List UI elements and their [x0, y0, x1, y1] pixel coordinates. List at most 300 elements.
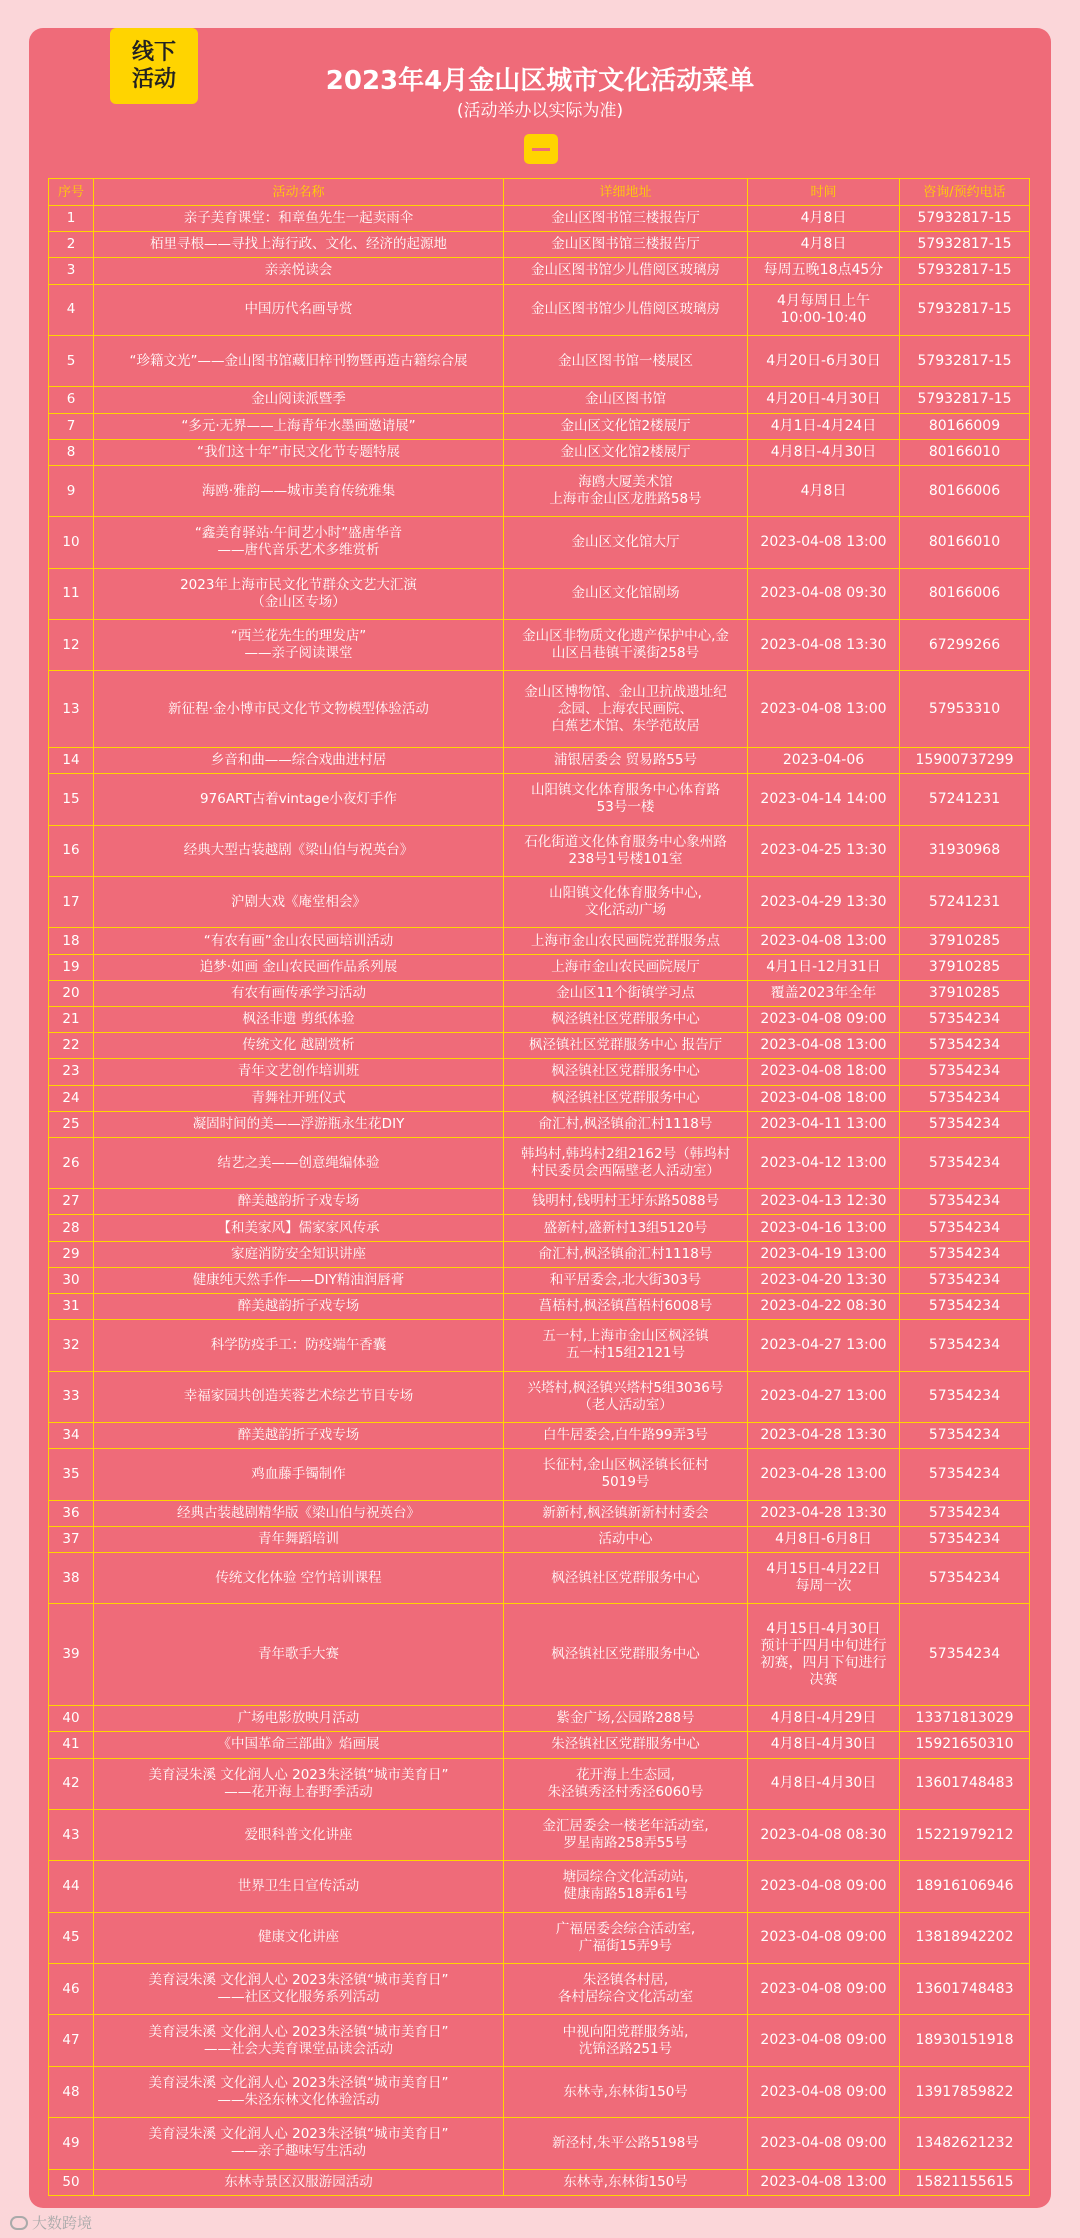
time-cell: 4月15日-4月22日 每周一次: [747, 1553, 899, 1603]
row-number-cell: 29: [62, 1245, 80, 1262]
time-cell: 2023-04-27 13:00: [747, 1372, 899, 1422]
table-row: [49, 1111, 1029, 1137]
address-cell: 浦银居委会 贸易路55号: [503, 748, 747, 773]
phone-cell: 57932817-15: [899, 387, 1029, 412]
phone-cell: 57354234: [899, 1268, 1029, 1293]
row-number-cell: 43: [62, 1826, 80, 1843]
activity-name-cell: 美育浸朱溪 文化润人心 2023朱泾镇“城市美育日” ——花开海上春野季活动: [93, 1759, 503, 1809]
time-cell: 4月8日-4月30日: [747, 440, 899, 465]
row-number-cell: 8: [66, 443, 76, 460]
activity-name-cell: 追梦·如画 金山农民画作品系列展: [93, 955, 503, 980]
time-cell: 2023-04-08 09:00: [747, 1913, 899, 1963]
phone-cell: 37910285: [899, 955, 1029, 980]
address-cell: 山阳镇文化体育服务中心, 文化活动广场: [503, 877, 747, 927]
address-cell: 东林寺,东林街150号: [503, 2067, 747, 2117]
row-number-cell: 48: [62, 2083, 80, 2100]
phone-cell: 31930968: [899, 826, 1029, 876]
table-row: [49, 876, 1029, 927]
address-cell: 金山区博物馆、金山卫抗战遗址纪 念园、上海农民画院、 白蕉艺术馆、朱学范故居: [503, 671, 747, 747]
address-cell: 东林寺,东林街150号: [503, 2170, 747, 2195]
address-cell: 五一村,上海市金山区枫泾镇 五一村15组2121号: [503, 1320, 747, 1370]
watermark: [10, 2212, 92, 2233]
table-row: [49, 670, 1029, 747]
time-cell: 2023-04-28 13:00: [747, 1449, 899, 1499]
row-number-cell: 49: [62, 2134, 80, 2151]
row-number-cell: 22: [62, 1037, 80, 1054]
time-cell: 4月8日: [747, 466, 899, 516]
time-cell: 2023-04-06: [747, 748, 899, 773]
row-number-cell: 7: [66, 417, 76, 434]
activity-name-cell: 美育浸朱溪 文化润人心 2023朱泾镇“城市美育日” ——社区文化服务系列活动: [93, 1964, 503, 2014]
time-cell: 2023-04-08 09:30: [747, 569, 899, 619]
time-cell: 2023-04-11 13:00: [747, 1112, 899, 1137]
table-header-row: [49, 179, 1029, 205]
time-cell: 4月1日-12月31日: [747, 955, 899, 980]
table-row: [49, 825, 1029, 876]
table-row: [49, 1085, 1029, 1111]
column-header: 详细地址: [503, 179, 747, 205]
time-cell: 2023-04-08 13:00: [747, 671, 899, 747]
row-number-cell: 18: [62, 932, 80, 949]
address-cell: 新泾村,朱平公路5198号: [503, 2118, 747, 2168]
row-number-cell: 23: [62, 1063, 80, 1080]
activity-name-cell: “鑫美育驿站·午间艺小时”盛唐华音 ——唐代音乐艺术多维赏析: [93, 517, 503, 567]
time-cell: 2023-04-28 13:30: [747, 1423, 899, 1448]
activity-name-cell: 传统文化 越剧赏析: [93, 1033, 503, 1058]
row-number-cell: 24: [62, 1089, 80, 1106]
activity-name-cell: 976ART古着vintage小夜灯手作: [93, 774, 503, 824]
column-header: 时间: [747, 179, 899, 205]
table-row: [49, 516, 1029, 567]
activity-name-cell: 栢里寻根——寻找上海行政、文化、经济的起源地: [93, 232, 503, 257]
phone-cell: 57354234: [899, 1527, 1029, 1552]
activity-name-cell: 金山阅读派暨季: [93, 387, 503, 412]
row-number-cell: 36: [62, 1504, 80, 1521]
row-number-cell: 40: [62, 1710, 80, 1727]
phone-cell: 57932817-15: [899, 285, 1029, 335]
phone-cell: 67299266: [899, 620, 1029, 670]
table-row: [49, 747, 1029, 773]
address-cell: 韩坞村,韩坞村2组2162号（韩坞村 村民委员会西隔壁老人活动室）: [503, 1138, 747, 1188]
row-number-cell: 35: [62, 1465, 80, 1482]
phone-cell: 15921650310: [899, 1732, 1029, 1757]
activity-name-cell: 科学防疫手工：防疫端午香囊: [93, 1320, 503, 1370]
phone-cell: 80166009: [899, 414, 1029, 439]
phone-cell: 15821155615: [899, 2170, 1029, 2195]
address-cell: 塘园综合文化活动站, 健康南路518弄61号: [503, 1861, 747, 1911]
phone-cell: 57354234: [899, 1215, 1029, 1240]
time-cell: 4月8日-4月30日: [747, 1759, 899, 1809]
address-cell: 金汇居委会一楼老年活动室, 罗星南路258弄55号: [503, 1810, 747, 1860]
address-cell: 金山区文化馆2楼展厅: [503, 414, 747, 439]
table-row: [49, 1603, 1029, 1705]
address-cell: 钱明村,钱明村王圩东路5088号: [503, 1189, 747, 1214]
phone-cell: 57354234: [899, 1604, 1029, 1705]
table-row: [49, 1809, 1029, 1860]
phone-cell: 57354234: [899, 1501, 1029, 1526]
activity-name-cell: 新征程·金小博市民文化节文物模型体验活动: [93, 671, 503, 747]
time-cell: 4月15日-4月30日 预计于四月中旬进行 初赛，四月下旬进行 决赛: [747, 1604, 899, 1705]
activity-name-cell: 凝固时间的美——浮游瓶永生花DIY: [93, 1112, 503, 1137]
table-row: [49, 1758, 1029, 1809]
row-number-cell: 46: [62, 1980, 80, 1997]
time-cell: 2023-04-08 13:00: [747, 517, 899, 567]
activity-name-cell: “有农有画”金山农民画培训活动: [93, 928, 503, 953]
phone-cell: 57354234: [899, 1112, 1029, 1137]
page-subtitle: (活动举办以实际为准): [456, 101, 624, 121]
row-number-cell: 45: [62, 1929, 80, 1946]
table-row: [49, 1448, 1029, 1499]
time-cell: 2023-04-08 18:00: [747, 1059, 899, 1084]
table-row: [49, 1552, 1029, 1603]
column-header: 咨询/预约电话: [899, 179, 1029, 205]
address-cell: 和平居委会,北大街303号: [503, 1268, 747, 1293]
table-row: [49, 2014, 1029, 2065]
row-number-cell: 21: [62, 1011, 80, 1028]
activity-name-cell: “珍籍文光”——金山图书馆藏旧梓刊物暨再造古籍综合展: [93, 336, 503, 386]
address-cell: 金山区图书馆三楼报告厅: [503, 206, 747, 231]
row-number-cell: 50: [62, 2173, 80, 2190]
table-row: [49, 1500, 1029, 1526]
activity-name-cell: 美育浸朱溪 文化润人心 2023朱泾镇“城市美育日” ——朱泾东林文化体验活动: [93, 2067, 503, 2117]
phone-cell: 80166010: [899, 440, 1029, 465]
activity-name-cell: 海鸥·雅韵——城市美育传统雅集: [93, 466, 503, 516]
activity-name-cell: 青年舞蹈培训: [93, 1527, 503, 1552]
table-row: [49, 1137, 1029, 1188]
row-number-cell: 31: [62, 1298, 80, 1315]
activity-name-cell: 美育浸朱溪 文化润人心 2023朱泾镇“城市美育日” ——社会大美育课堂品读会活动: [93, 2015, 503, 2065]
row-number-cell: 19: [62, 958, 80, 975]
table-row: [49, 927, 1029, 953]
row-number-cell: 33: [62, 1388, 80, 1405]
phone-cell: 57354234: [899, 1449, 1029, 1499]
phone-cell: 57241231: [899, 774, 1029, 824]
time-cell: 2023-04-28 13:30: [747, 1501, 899, 1526]
row-number-cell: 44: [62, 1877, 80, 1894]
activity-name-cell: 东林寺景区汉服游园活动: [93, 2170, 503, 2195]
time-cell: 覆盖2023年全年: [747, 981, 899, 1006]
time-cell: 4月1日-4月24日: [747, 414, 899, 439]
address-cell: 兴塔村,枫泾镇兴塔村5组3036号 （老人活动室）: [503, 1372, 747, 1422]
address-cell: 朱泾镇社区党群服务中心: [503, 1732, 747, 1757]
row-number-cell: 47: [62, 2032, 80, 2049]
address-cell: 花开海上生态园, 朱泾镇秀泾村秀泾6060号: [503, 1759, 747, 1809]
row-number-cell: 37: [62, 1530, 80, 1547]
table-row: [49, 439, 1029, 465]
row-number-cell: 26: [62, 1154, 80, 1171]
phone-cell: 57354234: [899, 1242, 1029, 1267]
phone-cell: 13601748483: [899, 1759, 1029, 1809]
activity-name-cell: 青年歌手大赛: [93, 1604, 503, 1705]
phone-cell: 57953310: [899, 671, 1029, 747]
phone-cell: 37910285: [899, 928, 1029, 953]
time-cell: 2023-04-08 09:00: [747, 2118, 899, 2168]
time-cell: 2023-04-08 09:00: [747, 2067, 899, 2117]
phone-cell: 57354234: [899, 1033, 1029, 1058]
time-cell: 2023-04-08 09:00: [747, 1007, 899, 1032]
row-number-cell: 32: [62, 1336, 80, 1353]
table-row: [49, 1214, 1029, 1240]
time-cell: 2023-04-08 13:30: [747, 620, 899, 670]
row-number-cell: 4: [66, 301, 76, 318]
phone-cell: 18930151918: [899, 2015, 1029, 2065]
table-row: [49, 386, 1029, 412]
time-cell: 2023-04-19 13:00: [747, 1242, 899, 1267]
table-row: [49, 284, 1029, 335]
activity-name-cell: “西兰花先生的理发店” ——亲子阅读课堂: [93, 620, 503, 670]
time-cell: 4月20日-4月30日: [747, 387, 899, 412]
address-cell: 金山区文化馆剧场: [503, 569, 747, 619]
address-cell: 金山区文化馆2楼展厅: [503, 440, 747, 465]
row-number-cell: 20: [62, 984, 80, 1001]
table-row: [49, 1731, 1029, 1757]
time-cell: 2023-04-13 12:30: [747, 1189, 899, 1214]
watermark-logo-icon: [10, 2216, 28, 2230]
activity-name-cell: 醉美越韵折子戏专场: [93, 1423, 503, 1448]
time-cell: 4月8日: [747, 232, 899, 257]
address-cell: 盛新村,盛新村13组5120号: [503, 1215, 747, 1240]
page-title: 2023年4月金山区城市文化活动菜单: [325, 66, 755, 96]
phone-cell: 57354234: [899, 1423, 1029, 1448]
row-number-cell: 28: [62, 1219, 80, 1236]
row-number-cell: 16: [62, 842, 80, 859]
table-row: [49, 1912, 1029, 1963]
address-cell: 活动中心: [503, 1527, 747, 1552]
activity-name-cell: 传统文化体验 空竹培训课程: [93, 1553, 503, 1603]
phone-cell: 37910285: [899, 981, 1029, 1006]
phone-cell: 80166006: [899, 466, 1029, 516]
activity-name-cell: 乡音和曲——综合戏曲进村居: [93, 748, 503, 773]
phone-cell: 57354234: [899, 1294, 1029, 1319]
phone-cell: 13371813029: [899, 1706, 1029, 1731]
phone-cell: 80166010: [899, 517, 1029, 567]
activity-name-cell: 广场电影放映月活动: [93, 1706, 503, 1731]
address-cell: 金山区图书馆三楼报告厅: [503, 232, 747, 257]
activity-name-cell: “我们这十年”市民文化节专题特展: [93, 440, 503, 465]
address-cell: 广福居委会综合活动室, 广福街15弄9号: [503, 1913, 747, 1963]
row-number-cell: 15: [62, 790, 80, 807]
table-row: [49, 1371, 1029, 1422]
address-cell: 菖梧村,枫泾镇菖梧村6008号: [503, 1294, 747, 1319]
table-row: [49, 619, 1029, 670]
activity-name-cell: 家庭消防安全知识讲座: [93, 1242, 503, 1267]
activity-name-cell: 健康文化讲座: [93, 1913, 503, 1963]
phone-cell: 15221979212: [899, 1810, 1029, 1860]
column-header: 序号: [57, 184, 84, 200]
phone-cell: 57932817-15: [899, 206, 1029, 231]
activity-name-cell: 有农有画传承学习活动: [93, 981, 503, 1006]
address-cell: 中视向阳党群服务站, 沈锦泾路251号: [503, 2015, 747, 2065]
phone-cell: 57354234: [899, 1372, 1029, 1422]
table-row: [49, 1006, 1029, 1032]
address-cell: 俞汇村,枫泾镇俞汇村1118号: [503, 1112, 747, 1137]
time-cell: 2023-04-16 13:00: [747, 1215, 899, 1240]
phone-cell: 13917859822: [899, 2067, 1029, 2117]
table-row: [49, 1705, 1029, 1731]
activity-name-cell: 健康纯天然手作——DIY精油润唇膏: [93, 1268, 503, 1293]
activity-name-cell: 世界卫生日宣传活动: [93, 1861, 503, 1911]
address-cell: 俞汇村,枫泾镇俞汇村1118号: [503, 1242, 747, 1267]
address-cell: 朱泾镇各村居, 各村居综合文化活动室: [503, 1964, 747, 2014]
table-row: [49, 980, 1029, 1006]
address-cell: 山阳镇文化体育服务中心体育路 53号一楼: [503, 774, 747, 824]
time-cell: 2023-04-14 14:00: [747, 774, 899, 824]
row-number-cell: 39: [62, 1646, 80, 1663]
row-number-cell: 17: [62, 893, 80, 910]
row-number-cell: 1: [66, 210, 76, 227]
time-cell: 2023-04-08 09:00: [747, 2015, 899, 2065]
time-cell: 2023-04-08 18:00: [747, 1086, 899, 1111]
table-row: [49, 231, 1029, 257]
table-row: [49, 2169, 1029, 2195]
table-row: [49, 773, 1029, 824]
activity-name-cell: 《中国革命三部曲》焰画展: [93, 1732, 503, 1757]
phone-cell: 57354234: [899, 1189, 1029, 1214]
time-cell: 2023-04-08 13:00: [747, 1033, 899, 1058]
phone-cell: 57354234: [899, 1553, 1029, 1603]
table-row: [49, 1188, 1029, 1214]
activity-name-cell: 枫泾非遗 剪纸体验: [93, 1007, 503, 1032]
address-cell: 枫泾镇社区党群服务中心: [503, 1007, 747, 1032]
row-number-cell: 3: [66, 262, 76, 279]
column-header: 活动名称: [93, 179, 503, 205]
row-number-cell: 13: [62, 700, 80, 717]
table-row: [49, 257, 1029, 283]
table-row: [49, 954, 1029, 980]
phone-cell: 57354234: [899, 1086, 1029, 1111]
activity-name-cell: 青年文艺创作培训班: [93, 1059, 503, 1084]
table-row: [49, 2066, 1029, 2117]
table-row: [49, 2117, 1029, 2168]
address-cell: 白牛居委会,白牛路99弄3号: [503, 1423, 747, 1448]
address-cell: 枫泾镇社区党群服务中心: [503, 1604, 747, 1705]
table-row: [49, 205, 1029, 231]
address-cell: 金山区图书馆少儿借阅区玻璃房: [503, 258, 747, 283]
phone-cell: 57354234: [899, 1320, 1029, 1370]
time-cell: 4月20日-6月30日: [747, 336, 899, 386]
table-row: [49, 1058, 1029, 1084]
phone-cell: 13818942202: [899, 1913, 1029, 1963]
row-number-cell: 10: [62, 533, 80, 550]
row-number-cell: 11: [62, 585, 80, 602]
address-cell: 金山区图书馆少儿借阅区玻璃房: [503, 285, 747, 335]
address-cell: 石化街道文化体育服务中心象州路 238号1号楼101室: [503, 826, 747, 876]
table-row: [49, 568, 1029, 619]
address-cell: 金山区非物质文化遗产保护中心,金 山区吕巷镇干溪街258号: [503, 620, 747, 670]
address-cell: 海鸥大厦美术馆 上海市金山区龙胜路58号: [503, 466, 747, 516]
time-cell: 4月8日: [747, 206, 899, 231]
activity-name-cell: 鸡血藤手镯制作: [93, 1449, 503, 1499]
address-cell: 长征村,金山区枫泾镇长征村 5019号: [503, 1449, 747, 1499]
phone-cell: 57354234: [899, 1059, 1029, 1084]
row-number-cell: 9: [66, 482, 76, 499]
phone-cell: 13482621232: [899, 2118, 1029, 2168]
table-row: [49, 1319, 1029, 1370]
activity-name-cell: 亲子美育课堂：和章鱼先生一起卖雨伞: [93, 206, 503, 231]
watermark-text: 大数跨境: [32, 2214, 93, 2232]
row-number-cell: 38: [62, 1569, 80, 1586]
table-row: [49, 1526, 1029, 1552]
phone-cell: 80166006: [899, 569, 1029, 619]
phone-cell: 18916106946: [899, 1861, 1029, 1911]
address-cell: 枫泾镇社区党群服务中心: [503, 1086, 747, 1111]
row-number-cell: 27: [62, 1193, 80, 1210]
time-cell: 2023-04-12 13:00: [747, 1138, 899, 1188]
address-cell: 金山区文化馆大厅: [503, 517, 747, 567]
row-number-cell: 2: [66, 236, 76, 253]
time-cell: 2023-04-08 08:30: [747, 1810, 899, 1860]
address-cell: 枫泾镇社区党群服务中心: [503, 1059, 747, 1084]
phone-cell: 57932817-15: [899, 232, 1029, 257]
table-row: [49, 1963, 1029, 2014]
table-row: [49, 1267, 1029, 1293]
activity-name-cell: 醉美越韵折子戏专场: [93, 1294, 503, 1319]
time-cell: 2023-04-20 13:30: [747, 1268, 899, 1293]
activity-name-cell: 爱眼科普文化讲座: [93, 1810, 503, 1860]
activity-name-cell: 结艺之美——创意绳编体验: [93, 1138, 503, 1188]
phone-cell: 13601748483: [899, 1964, 1029, 2014]
time-cell: 每周五晚18点45分: [747, 258, 899, 283]
activity-name-cell: “多元·无界——上海青年水墨画邀请展”: [93, 414, 503, 439]
table-row: [49, 465, 1029, 516]
activity-name-cell: 沪剧大戏《庵堂相会》: [93, 877, 503, 927]
activity-name-cell: 【和美家风】儒家家风传承: [93, 1215, 503, 1240]
row-number-cell: 25: [62, 1115, 80, 1132]
row-number-cell: 5: [66, 352, 76, 369]
address-cell: 金山区图书馆: [503, 387, 747, 412]
row-number-cell: 41: [62, 1736, 80, 1753]
activity-name-cell: 幸福家园共创造芙蓉艺术综艺节目专场: [93, 1372, 503, 1422]
address-cell: 金山区11个街镇学习点: [503, 981, 747, 1006]
row-number-cell: 12: [62, 636, 80, 653]
time-cell: 4月8日-4月30日: [747, 1732, 899, 1757]
activity-name-cell: 亲亲悦读会: [93, 258, 503, 283]
address-cell: 上海市金山农民画院党群服务点: [503, 928, 747, 953]
time-cell: 2023-04-08 13:00: [747, 928, 899, 953]
time-cell: 2023-04-08 09:00: [747, 1861, 899, 1911]
activity-name-cell: 醉美越韵折子戏专场: [93, 1189, 503, 1214]
activity-name-cell: 青舞社开班仪式: [93, 1086, 503, 1111]
activity-name-cell: 经典大型古装越剧《梁山伯与祝英台》: [93, 826, 503, 876]
time-cell: 2023-04-29 13:30: [747, 877, 899, 927]
row-number-cell: 34: [62, 1427, 80, 1444]
time-cell: 4月8日-6月8日: [747, 1527, 899, 1552]
address-cell: 紫金广场,公园路288号: [503, 1706, 747, 1731]
address-cell: 金山区图书馆一楼展区: [503, 336, 747, 386]
phone-cell: 57354234: [899, 1138, 1029, 1188]
divider-ornament-icon: [524, 134, 558, 164]
table-row: [49, 1293, 1029, 1319]
table-row: [49, 1241, 1029, 1267]
activity-name-cell: 美育浸朱溪 文化润人心 2023朱泾镇“城市美育日” ——亲子趣味写生活动: [93, 2118, 503, 2168]
table-row: [49, 335, 1029, 386]
table-row: [49, 1422, 1029, 1448]
address-cell: 新新村,枫泾镇新新村村委会: [503, 1501, 747, 1526]
address-cell: 上海市金山农民画院展厅: [503, 955, 747, 980]
time-cell: 2023-04-08 09:00: [747, 1964, 899, 2014]
activity-table: [48, 178, 1030, 2196]
time-cell: 2023-04-22 08:30: [747, 1294, 899, 1319]
row-number-cell: 30: [62, 1271, 80, 1288]
address-cell: 枫泾镇社区党群服务中心: [503, 1553, 747, 1603]
time-cell: 2023-04-08 13:00: [747, 2170, 899, 2195]
address-cell: 枫泾镇社区党群服务中心 报告厅: [503, 1033, 747, 1058]
row-number-cell: 6: [66, 391, 76, 408]
row-number-cell: 42: [62, 1775, 80, 1792]
activity-name-cell: 经典古装越剧精华版《梁山伯与祝英台》: [93, 1501, 503, 1526]
activity-name-cell: 2023年上海市民文化节群众文艺大汇演 （金山区专场）: [93, 569, 503, 619]
phone-cell: 15900737299: [899, 748, 1029, 773]
